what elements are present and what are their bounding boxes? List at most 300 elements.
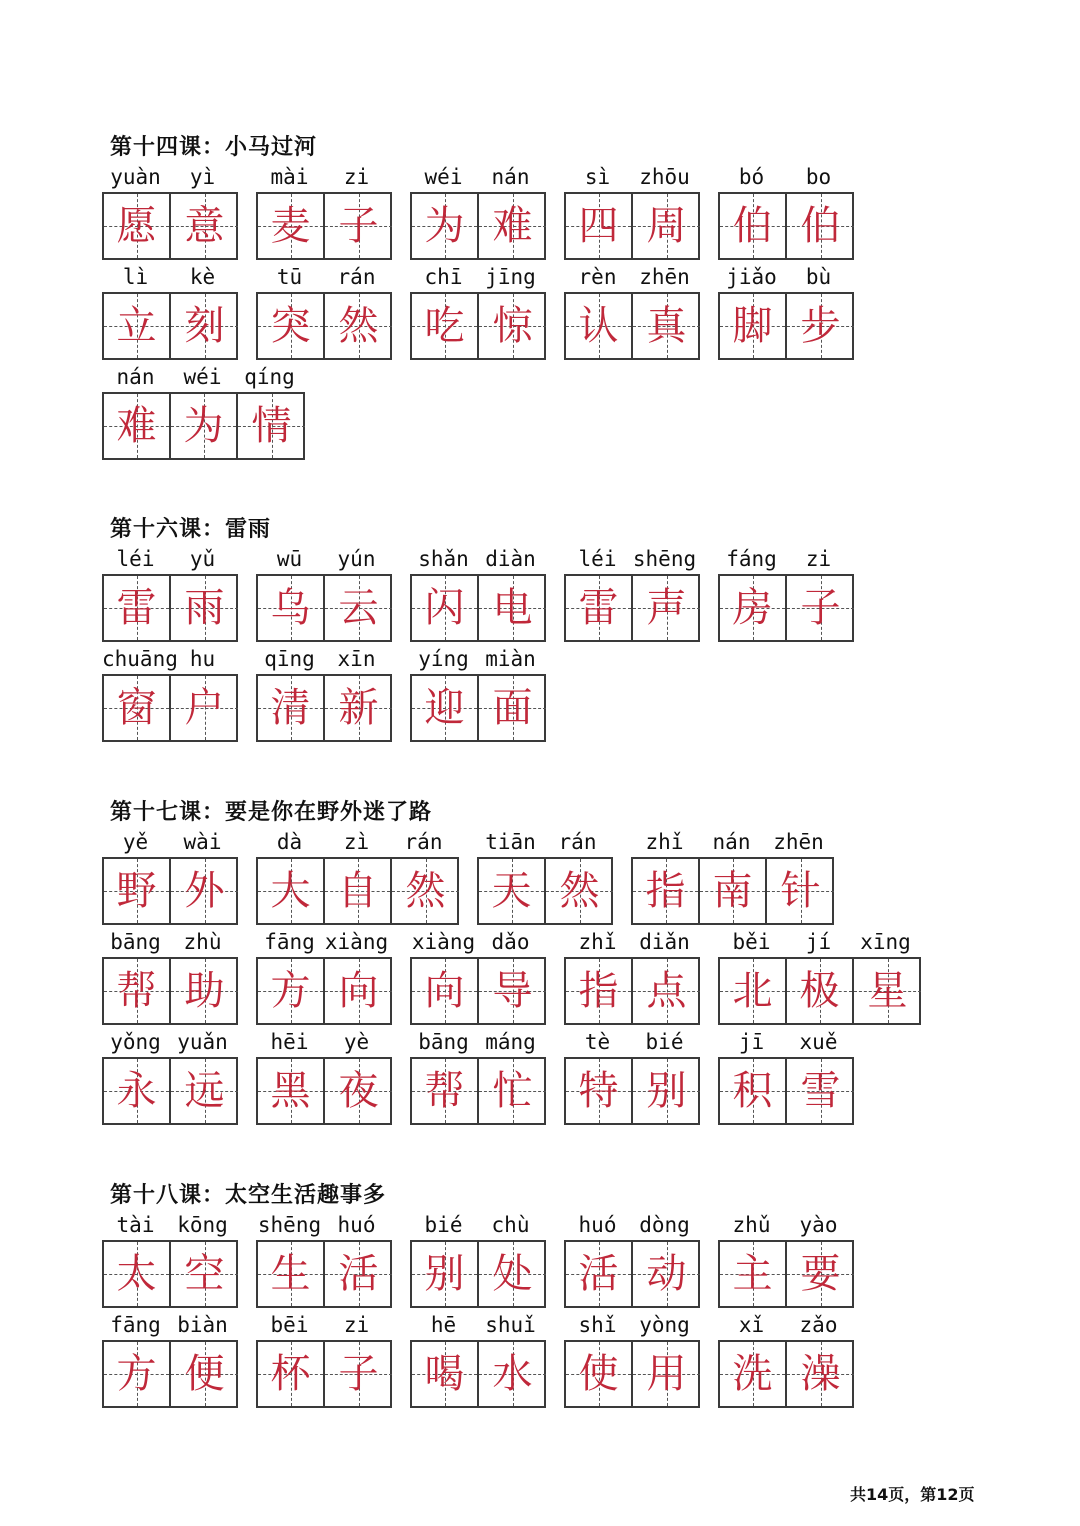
hanzi-character: 迎 [424,685,465,731]
pinyin-row [256,262,390,292]
tian-cell [720,1059,787,1123]
word-card [102,827,236,925]
hanzi-character: 便 [184,1351,225,1397]
pinyin-label: xuě [799,1030,838,1054]
tian-grid [102,957,238,1025]
pinyin-label: zi [343,1313,370,1337]
tian-cell [258,1059,325,1123]
pinyin-label: bo [805,165,832,189]
pinyin-label: xiàng [411,930,476,954]
tian-grid [564,292,700,360]
tian-cell [412,294,479,358]
pinyin-label: huó [578,1213,617,1237]
pinyin-label: zi [805,547,832,571]
tian-cell [258,1242,325,1306]
word-card [256,827,457,925]
tian-cell [104,1342,171,1406]
tian-cell [787,959,854,1023]
hanzi-character: 方 [270,968,311,1014]
tian-cell [325,1059,392,1123]
word-card [410,1027,544,1125]
hanzi-character: 窗 [116,685,157,731]
tian-cell [566,576,633,640]
tian-cell [566,1342,633,1406]
tian-cell [258,576,325,640]
tian-grid [410,957,546,1025]
pinyin-label: fáng [726,547,777,571]
hanzi-character: 帮 [424,1068,465,1114]
pinyin-label: wéi [424,165,463,189]
tian-cell [700,859,767,923]
pinyin-label: shēng [257,1213,322,1237]
hanzi-character: 子 [800,585,841,631]
pinyin-row [256,1027,390,1057]
tian-cell [633,1242,700,1306]
pinyin-label: shuǐ [485,1313,536,1337]
hanzi-character: 麦 [270,203,311,249]
pinyin-label: rán [558,830,597,854]
pinyin-row [631,827,832,857]
hanzi-character: 房 [732,585,773,631]
tian-cell [787,194,854,258]
tian-grid [410,292,546,360]
tian-cell [171,576,238,640]
tian-grid [256,574,392,642]
tian-cell [566,194,633,258]
pinyin-label: xīn [337,647,376,671]
pinyin-row [256,827,457,857]
word-card [256,544,390,642]
hanzi-character: 向 [338,968,379,1014]
pinyin-label: yě [122,830,149,854]
hanzi-character: 面 [492,685,533,731]
tian-cell [720,1242,787,1306]
tian-cell [787,1059,854,1123]
tian-grid [718,574,854,642]
hanzi-character: 户 [184,685,225,731]
pinyin-row [102,1310,236,1340]
tian-cell [104,576,171,640]
word-card [718,1310,852,1408]
pinyin-label: yíng [418,647,469,671]
tian-cell [171,859,238,923]
tian-cell [258,1342,325,1406]
pinyin-label: tè [584,1030,611,1054]
hanzi-character: 野 [116,868,157,914]
tian-cell [325,1342,392,1406]
tian-cell [171,294,238,358]
tian-cell [633,1342,700,1406]
tian-cell [633,576,700,640]
tian-grid [102,392,305,460]
hanzi-character: 夜 [338,1068,379,1114]
pinyin-label: yuǎn [177,1030,228,1054]
hanzi-character: 主 [732,1251,773,1297]
tian-cell [720,194,787,258]
tian-cell [325,194,392,258]
pinyin-label: biàn [177,1313,228,1337]
tian-grid [256,674,392,742]
word-card [718,262,852,360]
pinyin-label: diǎn [639,930,690,954]
pinyin-row [256,544,390,574]
hanzi-character: 别 [646,1068,687,1114]
word-card [102,362,303,460]
pinyin-label: xīng [860,930,911,954]
pinyin-row [102,644,236,674]
hanzi-character: 闪 [424,585,465,631]
word-card [564,262,698,360]
pinyin-row [410,1210,544,1240]
hanzi-character: 动 [646,1251,687,1297]
hanzi-character: 空 [184,1251,225,1297]
word-card [564,1210,698,1308]
hanzi-character: 然 [338,303,379,349]
pinyin-row [718,1210,852,1240]
tian-cell [171,194,238,258]
hanzi-character: 积 [732,1068,773,1114]
word-card [256,1310,390,1408]
hanzi-character: 子 [338,203,379,249]
hanzi-character: 意 [184,203,225,249]
pinyin-row [102,1210,236,1240]
tian-cell [325,1242,392,1306]
tian-cell [787,576,854,640]
hanzi-character: 南 [712,868,753,914]
hanzi-character: 喝 [424,1351,465,1397]
pinyin-label: nán [491,165,530,189]
pinyin-label: bó [738,165,765,189]
word-card [256,262,390,360]
tian-grid [410,574,546,642]
tian-cell [566,1242,633,1306]
hanzi-character: 北 [732,968,773,1014]
pinyin-label: wài [183,830,222,854]
word-card [410,1310,544,1408]
word-card [102,1310,236,1408]
tian-grid [256,192,392,260]
pinyin-label: hu [189,647,216,671]
tian-grid [256,1057,392,1125]
hanzi-character: 忙 [492,1068,533,1114]
tian-cell [104,676,171,740]
tian-grid [564,1240,700,1308]
hanzi-character: 吃 [424,303,465,349]
pinyin-label: hēi [270,1030,309,1054]
pinyin-label: shǐ [578,1313,617,1337]
pinyin-label: bēi [270,1313,309,1337]
hanzi-character: 自 [337,868,378,914]
pinyin-label: jī [738,1030,765,1054]
pinyin-label: léi [578,547,617,571]
hanzi-character: 乌 [270,585,311,631]
pinyin-row [410,1310,544,1340]
tian-cell [104,859,171,923]
pinyin-label: bāng [110,930,161,954]
word-card [102,1027,236,1125]
pinyin-row [564,927,698,957]
hanzi-character: 远 [184,1068,225,1114]
pinyin-label: chù [491,1213,530,1237]
pinyin-label: dà [276,830,303,854]
pinyin-label: máng [485,1030,536,1054]
hanzi-character: 天 [491,868,532,914]
tian-grid [564,192,700,260]
pinyin-label: chī [424,265,463,289]
pinyin-label: chuāng [102,647,178,671]
tian-cell [787,1242,854,1306]
word-card [256,1027,390,1125]
pinyin-row [410,927,544,957]
pinyin-label: zhǐ [578,930,617,954]
hanzi-character: 导 [492,968,533,1014]
word-card [410,927,544,1025]
tian-cell [412,1242,479,1306]
tian-grid [410,1240,546,1308]
hanzi-character: 雷 [578,585,619,631]
word-card [718,927,919,1025]
pinyin-row [102,1027,236,1057]
pinyin-row [410,162,544,192]
tian-cell [325,294,392,358]
tian-grid [256,1340,392,1408]
word-card [564,544,698,642]
pinyin-label: jīng [485,265,536,289]
word-card [410,162,544,260]
word-card [102,644,236,742]
word-card [718,1210,852,1308]
hanzi-character: 周 [646,203,687,249]
tian-grid [102,1340,238,1408]
tian-cell [258,294,325,358]
tian-cell [238,394,305,458]
pinyin-label: zhēn [773,830,824,854]
pinyin-label: shēng [632,547,697,571]
tian-cell [171,959,238,1023]
tian-grid [718,1340,854,1408]
word-card [256,927,390,1025]
tian-grid [564,574,700,642]
hanzi-character: 澡 [800,1351,841,1397]
tian-cell [171,394,238,458]
lesson-title: 第十七课：要是你在野外迷了路 [110,799,433,825]
tian-grid [256,1240,392,1308]
tian-cell [479,676,546,740]
tian-cell [633,1059,700,1123]
pinyin-label: rèn [578,265,617,289]
pinyin-label: yuàn [110,165,161,189]
hanzi-character: 认 [578,303,619,349]
pinyin-label: léi [116,547,155,571]
hanzi-character: 使 [578,1351,619,1397]
hanzi-character: 极 [799,968,840,1014]
tian-cell [392,859,459,923]
word-card [102,927,236,1025]
hanzi-character: 电 [492,585,533,631]
tian-grid [256,957,392,1025]
hanzi-character: 然 [559,868,600,914]
lesson-title: 第十四课：小马过河 [110,134,318,160]
hanzi-character: 伯 [800,203,841,249]
tian-cell [479,1059,546,1123]
word-card [718,162,852,260]
word-card [631,827,832,925]
pinyin-label: tài [116,1213,155,1237]
hanzi-character: 永 [116,1068,157,1114]
tian-cell [566,1059,633,1123]
hanzi-character: 刻 [184,303,225,349]
word-card [410,644,544,742]
hanzi-character: 脚 [732,303,773,349]
tian-grid [718,292,854,360]
hanzi-character: 助 [184,968,225,1014]
pinyin-label: bié [645,1030,684,1054]
hanzi-character: 针 [780,868,821,914]
word-card [477,827,611,925]
tian-cell [104,294,171,358]
pinyin-row [564,262,698,292]
hanzi-character: 为 [424,203,465,249]
pinyin-label: zhǔ [732,1213,771,1237]
tian-cell [104,394,171,458]
pinyin-row [718,1027,852,1057]
hanzi-character: 别 [424,1251,465,1297]
tian-cell [787,294,854,358]
tian-cell [720,576,787,640]
tian-cell [546,859,613,923]
pinyin-label: dǎo [491,930,530,954]
pinyin-label: sì [584,165,611,189]
pinyin-label: dòng [639,1213,690,1237]
tian-cell [566,294,633,358]
tian-cell [171,1242,238,1306]
pinyin-label: miàn [485,647,536,671]
pinyin-label: zhù [183,930,222,954]
pinyin-label: shǎn [418,547,469,571]
pinyin-row [564,1027,698,1057]
tian-cell [258,194,325,258]
hanzi-character: 步 [800,303,841,349]
tian-cell [720,959,787,1023]
word-card [102,262,236,360]
tian-cell [479,194,546,258]
hanzi-character: 处 [492,1251,533,1297]
hanzi-character: 雨 [184,585,225,631]
tian-cell [258,676,325,740]
hanzi-character: 立 [116,303,157,349]
pinyin-row [256,162,390,192]
hanzi-character: 子 [338,1351,379,1397]
word-card [102,1210,236,1308]
pinyin-label: yǔ [189,547,216,571]
hanzi-character: 星 [867,968,908,1014]
hanzi-character: 特 [578,1068,619,1114]
hanzi-character: 大 [270,868,311,914]
tian-cell [171,1342,238,1406]
pinyin-label: yè [343,1030,370,1054]
tian-grid [718,1240,854,1308]
pinyin-row [477,827,611,857]
tian-grid [102,674,238,742]
pinyin-label: zhēn [639,265,690,289]
hanzi-character: 清 [270,685,311,731]
lesson-title: 第十六课：雷雨 [110,516,272,542]
pinyin-label: hē [430,1313,457,1337]
pinyin-label: yào [799,1213,838,1237]
pinyin-label: xiàng [324,930,389,954]
hanzi-character: 声 [646,585,687,631]
tian-cell [171,1059,238,1123]
pinyin-label: qīng [264,647,315,671]
hanzi-character: 杯 [270,1351,311,1397]
tian-grid [477,857,613,925]
hanzi-character: 活 [338,1251,379,1297]
hanzi-character: 洗 [732,1351,773,1397]
pinyin-row [718,262,852,292]
tian-grid [102,192,238,260]
hanzi-character: 向 [424,968,465,1014]
tian-grid [256,857,459,925]
pinyin-row [256,1210,390,1240]
word-card [102,162,236,260]
word-card [256,644,390,742]
word-card [102,544,236,642]
tian-cell [325,676,392,740]
pinyin-row [564,162,698,192]
pinyin-label: yòng [639,1313,690,1337]
pinyin-label: kè [189,265,216,289]
tian-cell [633,194,700,258]
tian-grid [410,1057,546,1125]
pinyin-row [564,1310,698,1340]
word-card [410,1210,544,1308]
tian-cell [325,576,392,640]
pinyin-row [102,827,236,857]
hanzi-character: 外 [184,868,225,914]
hanzi-character: 惊 [492,303,533,349]
pinyin-label: zhǐ [645,830,684,854]
hanzi-character: 真 [646,303,687,349]
hanzi-character: 点 [646,968,687,1014]
tian-cell [412,1342,479,1406]
pinyin-label: tiān [485,830,536,854]
hanzi-character: 愿 [116,203,157,249]
pinyin-label: jiǎo [726,265,777,289]
word-card [564,1310,698,1408]
hanzi-character: 四 [578,203,619,249]
pinyin-row [564,544,698,574]
pinyin-row [718,544,852,574]
tian-grid [102,574,238,642]
tian-cell [720,294,787,358]
word-card [256,162,390,260]
tian-grid [102,1240,238,1308]
hanzi-character: 指 [578,968,619,1014]
word-card [564,1027,698,1125]
pinyin-label: huó [337,1213,376,1237]
hanzi-character: 伯 [732,203,773,249]
tian-cell [412,959,479,1023]
tian-cell [479,859,546,923]
page-footer: 共14页，第12页 [850,1485,975,1504]
hanzi-character: 水 [492,1351,533,1397]
hanzi-character: 雷 [116,585,157,631]
pinyin-row [256,927,390,957]
tian-cell [258,959,325,1023]
tian-grid [631,857,834,925]
tian-grid [410,192,546,260]
word-card [564,927,698,1025]
